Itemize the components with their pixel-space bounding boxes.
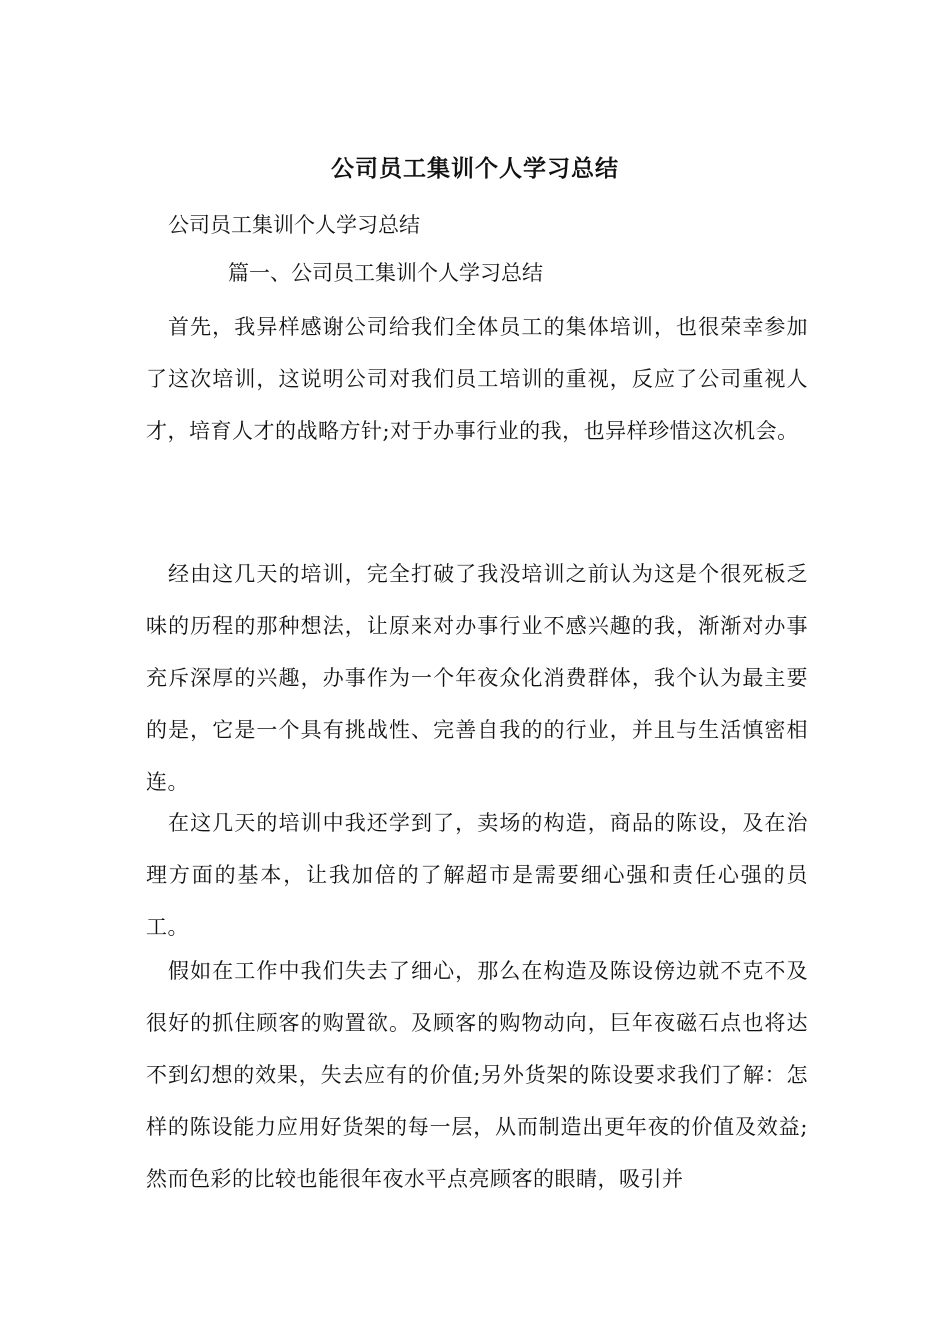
paragraph-3: 在这几天的培训中我还学到了，卖场的构造，商品的陈设，及在治理方面的基本，让我加倍的了解超市是需要细心强和责任心强的员工。 bbox=[146, 811, 808, 939]
document-subtitle: 公司员工集训个人学习总结 bbox=[168, 213, 420, 237]
section-heading: 篇一、公司员工集训个人学习总结 bbox=[228, 261, 543, 285]
document-title: 公司员工集训个人学习总结 bbox=[331, 155, 619, 182]
paragraph-4: 假如在工作中我们失去了细心，那么在构造及陈设傍边就不克不及很好的抓住顾客的购置欲。及顾客的购物动向，巨年夜磁石点也将达不到幻想的效果，失去应有的价值;另外货架的陈设要求我们了解：怎样的陈设能力应用好货架的每一层，从而制造出更年夜的价值及效益;然而色彩的比较也能很年夜水平点亮顾客的眼睛，吸引并 bbox=[146, 959, 808, 1191]
paragraph-1: 首先，我异样感谢公司给我们全体员工的集体培训，也很荣幸参加了这次培训，这说明公司对我们员工培训的重视，反应了公司重视人才，培育人才的战略方针;对于办事行业的我，也异样珍惜这次机会。 bbox=[146, 315, 808, 443]
paragraph-2: 经由这几天的培训，完全打破了我没培训之前认为这是个很死板乏味的历程的那种想法，让原来对办事行业不感兴趣的我，渐渐对办事充斥深厚的兴趣，办事作为一个年夜众化消费群体，我个认为最主要的是，它是一个具有挑战性、完善自我的的行业，并且与生活慎密相连。 bbox=[146, 562, 808, 794]
